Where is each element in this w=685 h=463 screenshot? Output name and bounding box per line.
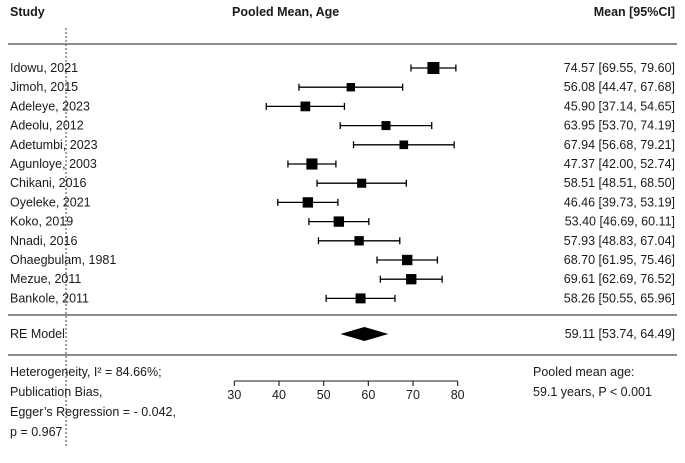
summary-row [10,327,675,341]
effect-marker [427,62,439,74]
axis-tick-label: 70 [406,388,420,402]
study-label: Mezue, 2011 [10,272,82,287]
effect-marker [300,102,310,112]
effect-marker [356,293,366,303]
forest-row [10,272,675,286]
summary-estimate-text: 59.11 [53.74, 64.49] [564,327,675,341]
study-label: Ohaegbulam, 1981 [10,253,117,267]
effect-marker [402,255,412,265]
x-axis [227,381,464,402]
footnote-right-line: Pooled mean age: [533,365,635,379]
estimate-text: 57.93 [48.83, 67.04] [563,233,675,248]
axis-tick-label: 80 [450,388,465,402]
summary-diamond [340,327,388,341]
estimate-text: 69.61 [62.69, 76.52] [563,272,675,287]
axis-tick-label: 60 [361,388,376,402]
forest-row [10,176,675,190]
estimate-text: 47.37 [42.00, 52.74] [563,157,675,171]
estimate-text: 74.57 [69.55, 79.60] [563,61,675,75]
axis-tick-label: 50 [316,388,331,402]
forest-row [10,253,675,267]
study-label: Nnadi, 2016 [10,233,78,248]
forest-row [10,291,675,305]
forest-row [10,80,675,94]
study-rows [10,61,675,305]
column-header-estimate: Mean [95%CI] [593,5,675,19]
footnote-left-line: p = 0.967 [10,425,63,439]
forest-row [10,61,675,75]
effect-marker [357,179,366,188]
study-label: Adeolu, 2012 [10,118,84,133]
forest-row [10,119,675,133]
study-label: Agunloye, 2003 [10,157,97,171]
effect-marker [334,216,344,226]
study-label: Chikani, 2016 [10,176,87,191]
forest-row [10,195,675,209]
estimate-text: 46.46 [39.73, 53.19] [563,195,675,210]
effect-marker [347,83,355,91]
axis-tick-label: 30 [227,388,242,402]
column-header-plot: Pooled Mean, Age [232,5,340,19]
axis-tick-label: 40 [272,388,286,402]
effect-marker [354,236,363,245]
study-label: Jimoh, 2015 [10,80,79,95]
effect-marker [406,274,416,284]
forest-row [10,215,675,229]
footnotes [10,365,652,439]
footnote-left-line: Publication Bias, [10,385,103,399]
footnote-left-line: Heterogeneity, I² = 84.66%; [10,365,162,379]
effect-marker [306,158,317,169]
forest-row [10,138,675,152]
study-label: Koko, 2019 [10,214,74,229]
estimate-text: 63.95 [53.70, 74.19] [563,118,675,133]
estimate-text: 58.26 [50.55, 65.96] [563,291,675,306]
estimate-text: 58.51 [48.51, 68.50] [563,176,675,191]
estimate-text: 45.90 [37.14, 54.65] [563,99,675,114]
effect-marker [303,197,313,207]
effect-marker [399,140,408,149]
study-label: Bankole, 2011 [10,291,89,306]
column-header-study: Study [10,5,45,19]
study-label: Adetumbi, 2023 [10,137,98,152]
estimate-text: 67.94 [56.68, 79.21] [563,137,675,152]
forest-row [10,99,675,113]
footnote-right-line: 59.1 years, P < 0.001 [533,385,652,399]
estimate-text: 53.40 [46.69, 60.11] [564,214,675,229]
estimate-text: 68.70 [61.95, 75.46] [563,253,675,267]
footnote-left-line: Egger’s Regression = - 0.042, [10,405,176,419]
effect-marker [381,121,390,130]
study-label: Oyeleke, 2021 [10,195,91,210]
study-label: Adeleye, 2023 [10,99,90,114]
study-label: Idowu, 2021 [10,61,79,75]
summary-label: RE Model [10,327,65,341]
estimate-text: 56.08 [44.47, 67.68] [563,80,675,95]
forest-row [10,157,675,171]
forest-row [10,234,675,248]
